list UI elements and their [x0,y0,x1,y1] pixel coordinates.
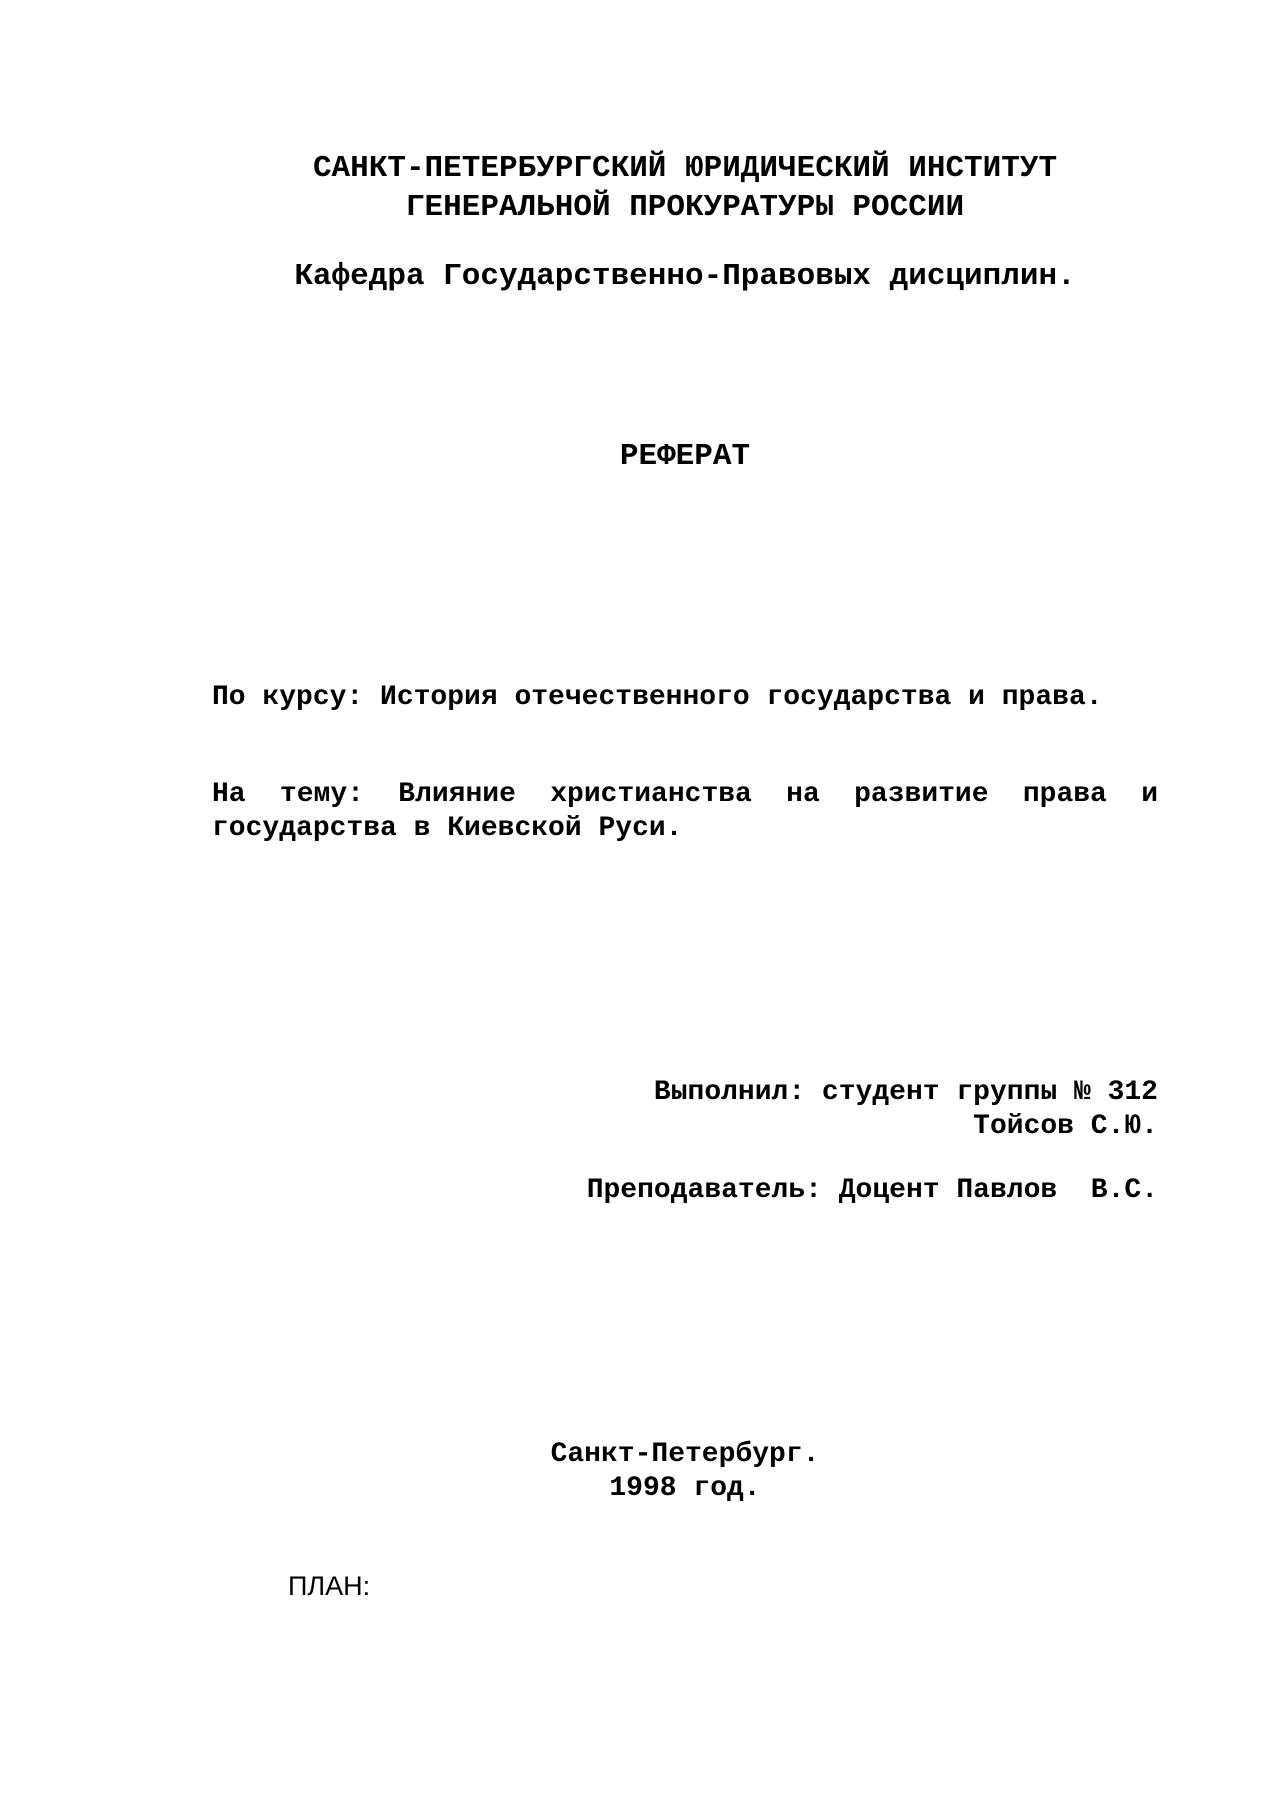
author-block [500,1076,1158,1144]
footer-year: 1998 год. [609,1473,761,1504]
author-line2: Тойсов С.Ю. [973,1111,1158,1142]
footer-city: Санкт-Петербург. [550,1439,820,1470]
institute-name-line1: САНКТ-ПЕТЕРБУРГСКИЙ ЮРИДИЧЕСКИЙ ИНСТИТУТ [312,151,1058,186]
department-name: Кафедра Государственно-Правовых дисциплин. [294,259,1076,294]
course-statement: По курсу: История отечественного государства и права. [212,682,1103,713]
teacher-block [500,1174,1158,1208]
plan-heading: ПЛАН: [288,1571,371,1601]
topic-statement: На тему: Влияние христианства на развитие права и государства в Киевской Руси. [212,779,1158,844]
institute-name-line2: ГЕНЕРАЛЬНОЙ ПРОКУРАТУРЫ РОССИИ [405,190,965,225]
author-line1: Выполнил: студент группы № 312 [653,1077,1158,1108]
footer-place-date [400,1438,970,1506]
document-title: РЕФЕРАТ [619,439,751,474]
teacher-line: Преподаватель: Доцент Павлов В.С. [586,1175,1158,1206]
